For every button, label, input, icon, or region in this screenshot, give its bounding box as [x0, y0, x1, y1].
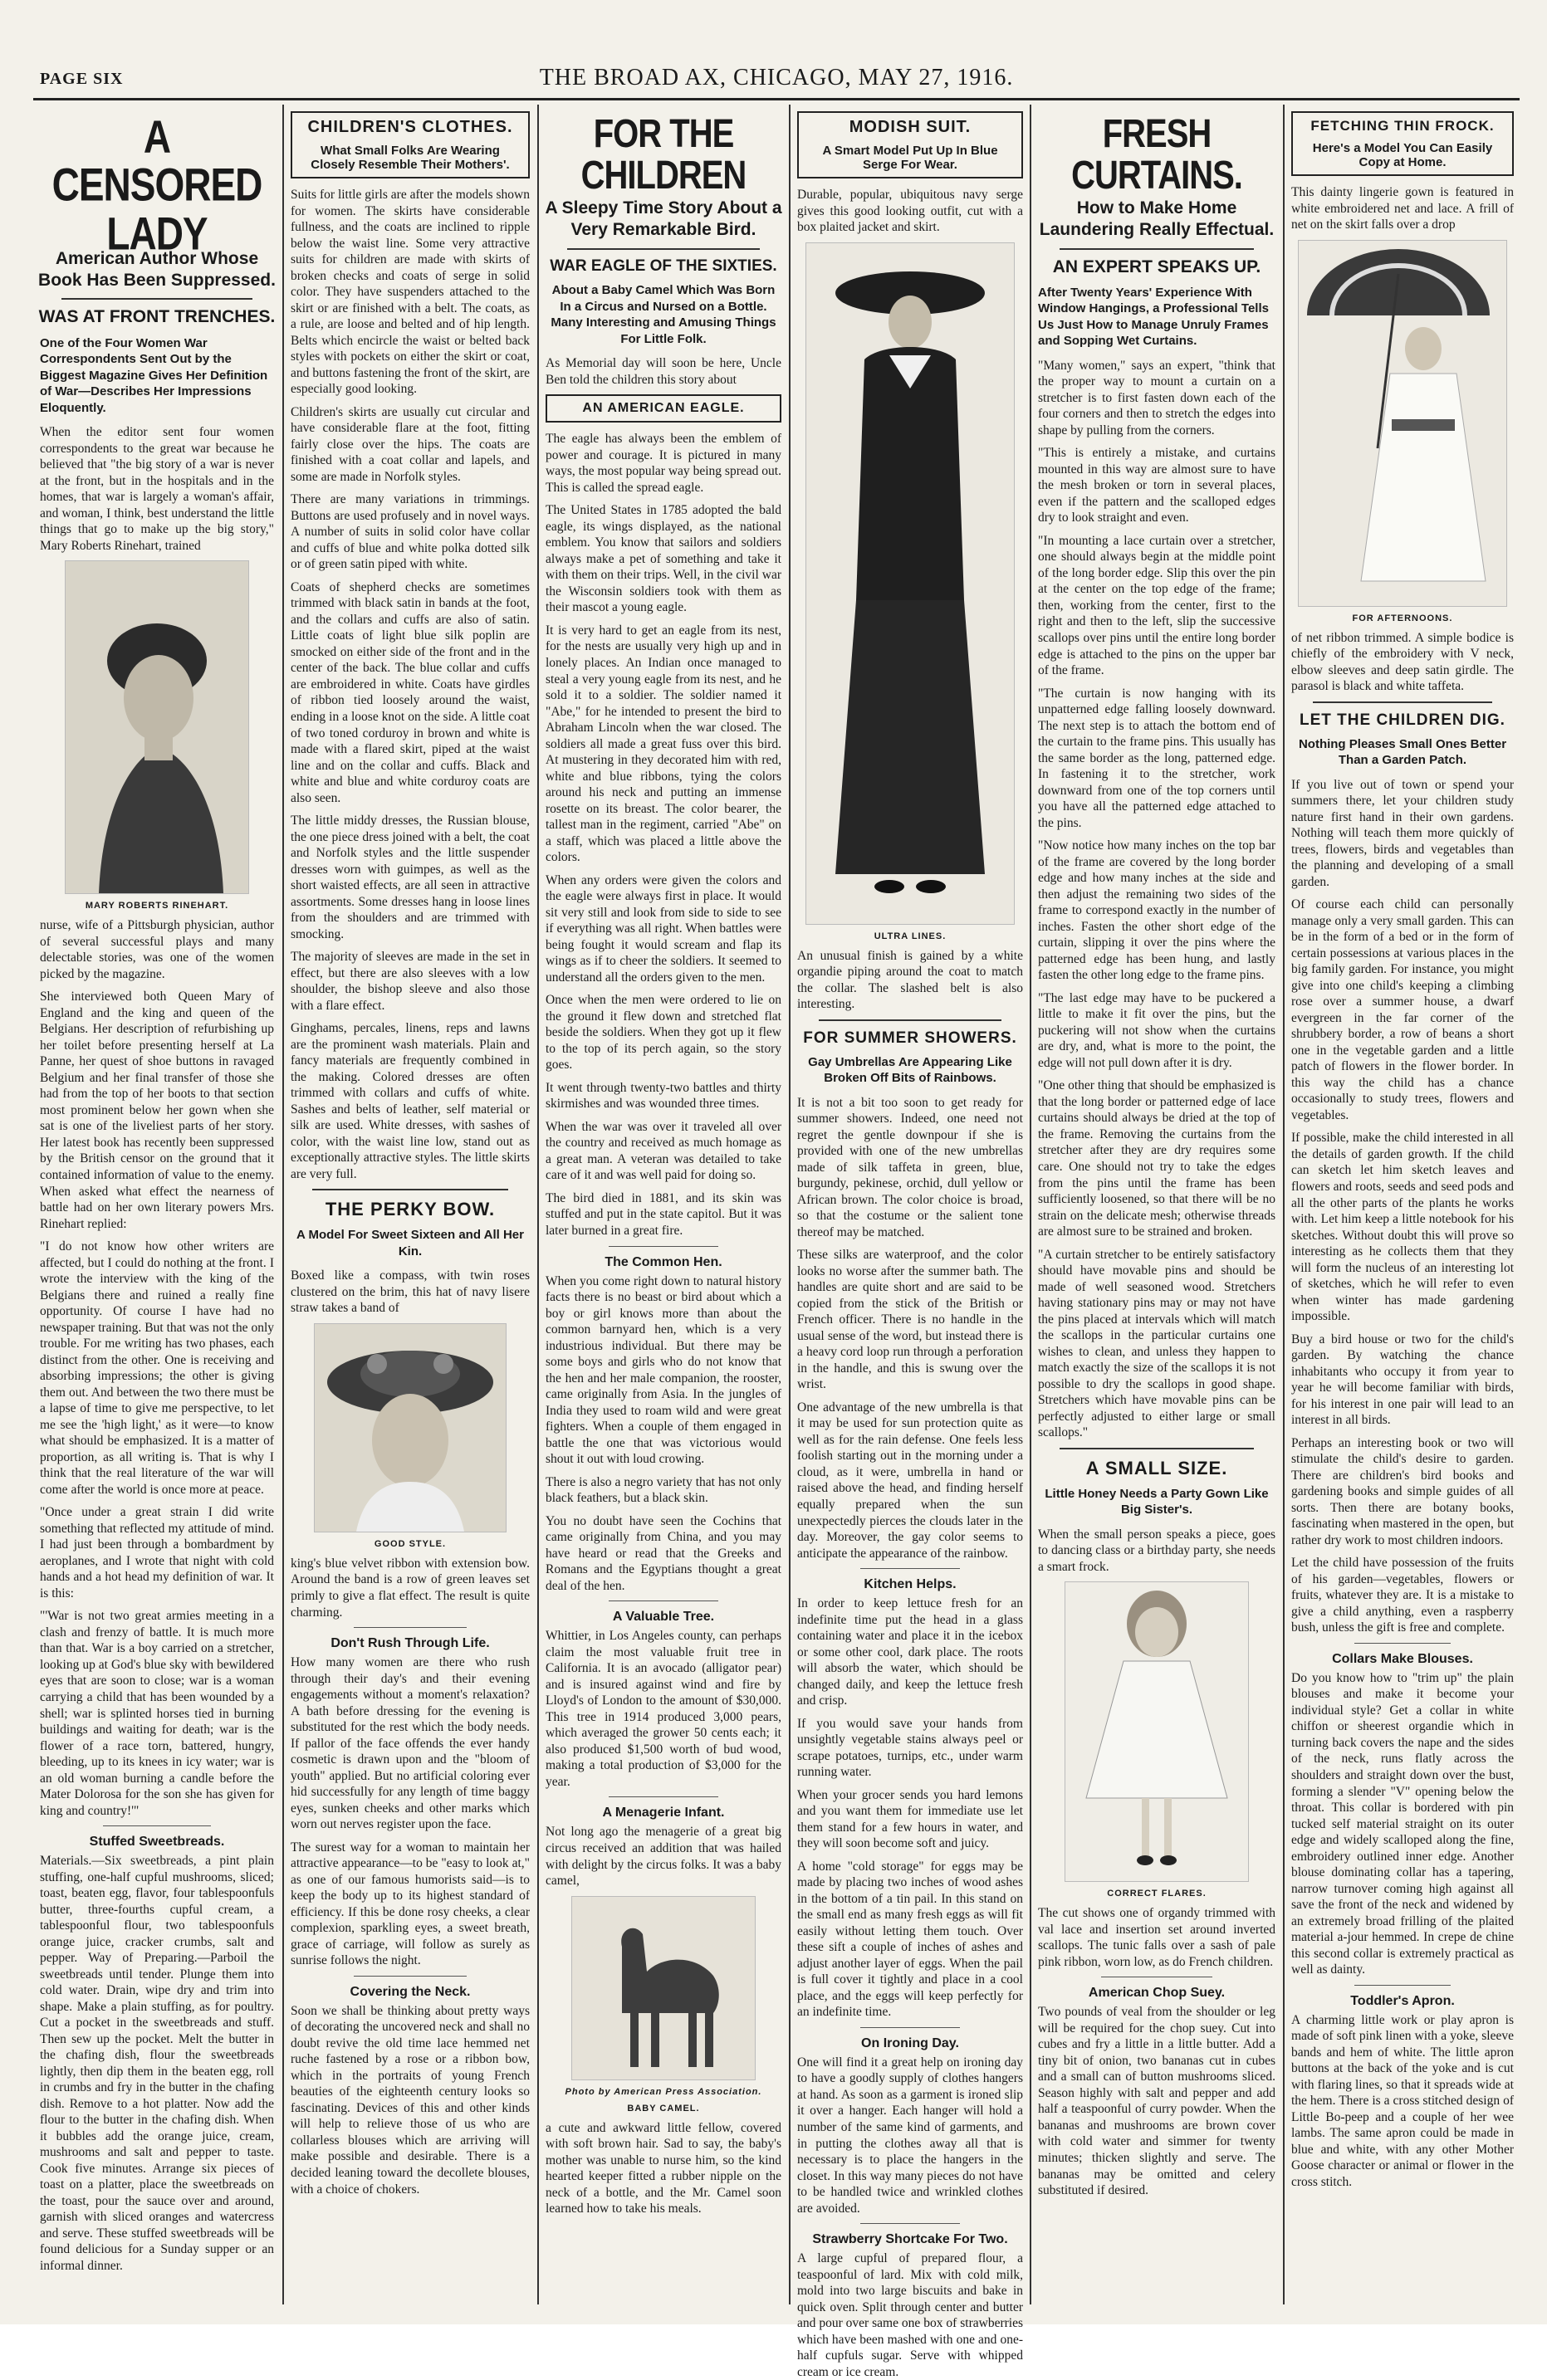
photo-caption: BABY CAMEL.: [627, 2103, 700, 2114]
headline-for-the-children: FOR THE CHILDREN: [580, 111, 747, 198]
column-rule: [789, 105, 791, 2304]
paragraph: "One other thing that should be emphasized is that the long border or patterned edge of lace curtains should always be dried at the top of the frame. Removing the curtains from the stretcher after they are dry requires some care. One should not try to take the edges from the pins until the frame has been sufficiently loosened, so that there will be no strain on the delicate mesh; otherwise threads are almost sure to be strained and broken.: [1038, 1078, 1275, 1239]
paragraph: It is very hard to get an eagle from its nest, for the nests are usually very high up and in lonely places. An Indian once managed to steal a very young eagle from its nest, and he sold it to a soldier. The soldier named it "Abe," for he intended to present the bird to Abraham Lincoln when the war closed. The soldiers all made a great fuss over this bird. At mustering in they decorated him with red, white and blue ribbons, tying the colors around his neck and putting an immense rosette on its breast. The color bearer, the tallest man in the regiment, carried "Abe" on a staff, which was placed a little above the colors.: [546, 623, 781, 865]
portrait-photo: [65, 560, 249, 894]
paragraph: There are many variations in trimmings. Buttons are used profusely and in novel ways. A number of suits in solid color have collar and cuffs of blue and white polka dotted silk or of green satin piped with white.: [291, 492, 530, 572]
box-deck: Here's a Model You Can Easily Copy at Home.: [1312, 141, 1493, 169]
section-title: A Valuable Tree.: [612, 1610, 715, 1625]
paragraph: In order to keep lettuce fresh for an indefinite time put the head in a glass containing water and place it in the icebox or some other cool, dark place. The roots will absorb the water, which should be changed daily, and keep the lettuce fresh and crisp.: [797, 1596, 1023, 1708]
child-dress-photo: [1065, 1581, 1249, 1882]
divider: [1354, 1643, 1451, 1644]
paragraph: One will find it a great help on ironing day to have a goodly supply of clothes hangers at hand. As soon as a garment is ironed slip it over a hanger. Each hanger will hold a number of the same kind of garments, and in putting the clothes away all that is necessary is to place the hangers in the closet. In this way many pieces do not have to be handled twice and wrinkled clothes are avoided.: [797, 2055, 1023, 2216]
divider: [354, 1627, 467, 1628]
paragraph: A large cupful of prepared flour, a teaspoonful of lard. Mix with cold milk, mold into two large biscuits and bake in quick oven. Split through center and butter and pour over same one box of strawberries which have been mashed with one and one-half cupfuls sugar. Serve with whipped cream or ice cream.: [797, 2251, 1023, 2379]
section-title: Strawberry Shortcake For Two.: [812, 2232, 1008, 2247]
camel-photo: [571, 1896, 756, 2080]
box-title: FETCHING THIN FROCK.: [1310, 118, 1495, 134]
divider: [860, 1568, 960, 1569]
divider: [312, 1189, 508, 1190]
divider: [1354, 1985, 1451, 1986]
page-header: [33, 65, 1520, 95]
paragraph: Do you know how to "trim up" the plain blouses and make it become your individual style? Get a collar in white chiffon or sheerest organdie which in turning back covers the nape and the sides of the neck, runs flatly across the shoulders and straight down over the bust, forming a slender "V" opening below the throat. This collar is bordered with pin tucked self material straight on its outer edge and widely scalloped along the fine, embroidery outlined inner edge. Another blouse dominating collar has a tapering, narrow turnover coming high against all save the front of the neck and widened by an extremely broad frilling of the plaited material a-jour hemmed. In crepe de chine this second collar is extremely practical as well as dainty.: [1291, 1670, 1514, 1977]
paragraph: If possible, make the child interested in all the details of garden growth. If the child can sketch let him sketch leaves and flowers and roots, seeds and seed pods and all the other parts of the plants he works with. Let him keep a little notebook for his sketches. Without doubt this will prove so interesting as he collects them that they will form the nucleus of an interesting lot of sketches, which he will refer to even when winter has made gardening impossible.: [1291, 1131, 1514, 1324]
paragraph: "A curtain stretcher to be entirely satisfactory should have movable pins and should be made of well seasoned wood. Stretchers having stationary pins may or may not have the pins placed at intervals which will match the scallops in the particular curtains one wishes to clean, and unless they happen to match exactly the size of the scallops it is not possible to dry the scallops in good shape. Stretchers which have movable pins can be perfectly adjusted to either large or small scallops.": [1038, 1247, 1275, 1440]
divider: [61, 298, 252, 300]
headline-censored-lady: A CENSORED LADY: [51, 110, 262, 259]
paragraph: Perhaps an interesting book or two will stimulate the child's desire to garden. There are children's bird books and gardening books and simple guides of all sorts. Then there are botany books, fascinating when mastered in the open, but rather dry work to most children indoors.: [1291, 1435, 1514, 1547]
thin-frock-box: [1291, 111, 1514, 176]
section-title-perky-bow: THE PERKY BOW.: [325, 1199, 496, 1220]
paragraph: Two pounds of veal from the shoulder or leg will be required for the chop suey. Cut into cubes and fry a little in a little butter. Add a tiny bit of onion, two bananas cut in cubes and a small can of button mushrooms sliced. Season highly with salt and pepper and add half a teaspoonful of curry powder. When the bananas and mushrooms are brown cover with cold water and simmer for twenty minutes; thicken slightly and serve. The bananas may be omitted and celery substituted if desired.: [1038, 2005, 1275, 2198]
paragraph: The eagle has always been the emblem of power and courage. It is pictured in many ways, the most popular way being spread out. This is called the spread eagle.: [546, 432, 781, 495]
header-rule: [33, 98, 1520, 100]
frock-photo: [1298, 240, 1507, 607]
paragraph: The United States in 1785 adopted the bald eagle, its wings displayed, as the national emblem. You know that sailors and soldiers always make a pet of something and take it with them on their trips. Well, in the civil war the Wisconsin soldiers took with them as their mascot a young eagle.: [546, 503, 781, 615]
paragraph: These silks are waterproof, and the color looks no worse after the summer bath. The handles are quite short and are said to be copied from the stick of the British or French officer. There is no handle in the usual sense of the word, but instead there is a heavy cord loop run through a perforation in the handle, and this is swung over the wrist.: [797, 1248, 1023, 1392]
paragraph: When any orders were given the colors and the eagle were always first in place. It would sit very still and look from side to side to see if everything was all right. When battles were being fought it would scream and flap its wings as if to cheer the soldiers. It seemed to understand all the orders given to the men.: [546, 872, 781, 985]
subhead-trenches: WAS AT FRONT TRENCHES.: [38, 307, 276, 327]
section-title: Toddler's Apron.: [1350, 1993, 1455, 2008]
paragraph: The little middy dresses, the Russian blouse, the one piece dress joined with a belt, the coat and Norfolk styles and the little suspender dresses worn with guimpes, as well as the short waisted effects, are all seen in attractive assortments. Some dresses hang in loose lines from the shoulders and are trimmed with smocking.: [291, 814, 530, 941]
subhead: American Author Whose Book Has Been Suppressed.: [38, 248, 276, 291]
section-title: Don't Rush Through Life.: [330, 1636, 490, 1651]
paragraph: Not long ago the menagerie of a great big circus received an addition that was hailed with delight by the circus folks. It was a baby camel,: [546, 1825, 781, 1889]
paragraph: The bird died in 1881, and its skin was stuffed and put in the state capitol. But it was later burned in a great fire.: [546, 1190, 781, 1238]
paragraph: Buy a bird house or two for the child's garden. By watching the chance inhabitants who occupy it from year to year he will become familiar with birds, for his interest in one pair will lead to an interest in all birds.: [1291, 1332, 1514, 1428]
divider: [609, 1796, 718, 1797]
photo-caption: ULTRA LINES.: [874, 931, 947, 941]
column-2: [287, 106, 533, 2306]
paragraph: There is also a negro variety that has not only black feathers, but a black skin.: [546, 1474, 781, 1506]
paragraph: The cut shows one of organdy trimmed with val lace and insertion set around inverted scallops. The tunic falls over a sash of pale pink ribbon, worn low, as do French children.: [1038, 1906, 1275, 1969]
paragraph: Once when the men were ordered to lie on the ground it flew down and stretched flat beside the soldiers. When they got up it flew to the top of its perch again, so the story goes.: [546, 993, 781, 1073]
paragraph: It is not a bit too soon to get ready for summer showers. Indeed, one need not regret the gentle downpour if she is provided with one of the new umbrellas made of silk taffeta in green, blue, burgundy, pekinese, orchid, dull yellow or African brown. The color choice is broad, so that the costume or the salient tone thereof may be matched.: [797, 1095, 1023, 1239]
page-number: PAGE SIX: [40, 70, 124, 88]
paragraph: "'War is not two great armies meeting in a clash and frenzy of battle. It is much more than that. War is a boy carried on a stretcher, looking up at God's blue sky with bewildered eyes that are soon to close; war is a woman carrying a child that has been wounded by a shell; war is splinted horses tied in burning buildings and waiting for death; war is the flower of a race torn, battered, hungry, bleeding, up to its knees in icy water; war is an old woman burning a candle before the Mater Dolorosa for the son she has given for king and country!'": [40, 1609, 274, 1818]
paragraph: Soon we shall be thinking about pretty ways of decorating the uncovered neck and shall no doubt revive the old time lace hemmed net ruche fastened by a rose or a ribbon bow, which in the portraits of young French beauties of the eighteenth century looks so fascinating. Devices of this and other kinds will help to relieve those of us who are collarless blouses which are arriving will make possible and desirable. There is a decided leaning toward the decollete blouses, with a choice of chokers.: [291, 2003, 530, 2197]
photo-caption: CORRECT FLARES.: [1107, 1889, 1207, 1899]
column-4: [794, 106, 1026, 2379]
recipe-text: Materials.—Six sweetbreads, a pint plain stuffing, one-half cupful mushrooms, sliced; toast, beaten egg, flavor, four tablespoonfuls butter, three-fourths cupful cream, a tablespoonful flour, two tablespoonfuls orange juice, cracker crumbs, salt and pepper. Way of Preparing.—Parboil the sweetbreads until tender. Plunge them into cold water. Drain, wipe dry and trim into shape. Make a plain stuffing, as for poultry. Cut a pocket in the sweetbreads and stuff. Then sew up the pocket. Melt the butter in the chafing dish, flour the sweetbreads lightly, then dip them in the beaten egg, roll in crumbs and fry in the butter in the chafing dish. Remove to a hot platter. Now add the flour to the butter in the chafing dish. When it bubbles add the orange juice, cream, mushrooms and salt and pepper to taste. Cook five minutes. Arrange six pieces of toast on a platter, place the sweetbreads on the toast, pour the sauce over and around, garnish with sliced oranges and watercress and serve. These stuffed sweetbreads will be found delicious for a Sunday supper or an informal dinner.: [40, 1854, 274, 2273]
recipe-title: Stuffed Sweetbreads.: [89, 1835, 225, 1850]
paragraph: When you come right down to natural history facts there is no beast or bird about which a boy or girl knows more than about the common barnyard hen, which is a very industrious individual. But there may be some boys and girls who do not know that the hen and her male companion, the rooster, came originally from Asia. In the jungles of India they used to roam wild and were great fighters. When a couple of them engaged in battle the one that was victorious would shout it out with loud crowing.: [546, 1273, 781, 1467]
section-title-small-size: A SMALL SIZE.: [1085, 1457, 1228, 1478]
section-title: On Ironing Day.: [861, 2035, 959, 2050]
paragraph: You no doubt have seen the Cochins that came originally from China, and you may have heard or read that the Greeks and Romans and the Egyptians thought a great deal of the hen.: [546, 1513, 781, 1593]
paragraph: Children's skirts are usually cut circular and have considerable flare at the foot, fitting fairly close over the hips. The coats are finished with a coat collar and lapels, and some are made in Norfolk styles.: [291, 404, 530, 484]
paragraph: The surest way for a woman to maintain her attractive appearance—to be "easy to look at," as one of our famous humorists said—is to keep the body up to its highest standard of efficiency. If this be done rosy cheeks, a clear complexion, sparkling eyes, a sweet breath, grace of carriage, will follow as surely as sunrise follows the night.: [291, 1840, 530, 1968]
divider: [1060, 1448, 1254, 1449]
paragraph: How many women are there who rush through their day's and their evening engagements without a moment's relaxation? A bath before dressing for the evening is substituted for the rest which the body needs. If pallor of the face offends the ever handy cosmetic is drawn upon and the "bloom of youth" applied. But no artificial coloring ever hid successfully for any length of time baggy eyes, sunken cheeks and other marks which worn out nerves register upon the face.: [291, 1655, 530, 1832]
paragraph: Coats of shepherd checks are sometimes trimmed with black satin in bands at the foot, and the collars and cuffs are also of satin. Little coats of light blue silk poplin are smocked on either side of the front and in the center of the back. The blue collar and cuffs are embroidered in white. Coats have girdles of ribbon tied loosely around the waist, ending in a loose knot on the side. A little coat of two toned corduroy in brown and white is made with a flared skirt, piped at the waist line and on the collar and cuffs. Black and white and blue and white corduroy coats are also seen.: [291, 579, 530, 805]
section-title: Collars Make Blouses.: [1332, 1651, 1473, 1666]
paragraph: Let the child have possession of the fruits of his garden—vegetables, flowers or fruits, whatever they are. It is a mistake to give a child anything, even a raspberry bush, unless the gift is free and complete.: [1291, 1556, 1514, 1635]
section-title: A Menagerie Infant.: [602, 1806, 725, 1820]
paragraph: "I do not know how other writers are affected, but I could do nothing at the front. I wrote the interview with the king of the Belgians there and ruined a really fine opportunity. Of course I have had no newspaper training. But that was not the only trouble. For me writing has two phases, each distinct from the other. One is receiving and absorbing impressions; the other is giving them out. And between the two there must be a lapse of time to give me perspective, to let me see the 'high light,' as it were—to know what should be emphasized. It is a matter of proportion, as all writing is. That is why I think that the real literature of the war will come after the world is once more at peace.: [40, 1239, 274, 1497]
paragraph: When the small person speaks a piece, goes to dancing class or a birthday party, she needs a smart frock.: [1038, 1527, 1275, 1574]
box-deck: A Smart Model Put Up In Blue Serge For Wear.: [822, 144, 998, 172]
box-title: MODISH SUIT.: [849, 118, 972, 136]
woman-in-suit-illustration: [806, 243, 1014, 924]
column-rule: [282, 105, 284, 2304]
divider: [567, 248, 760, 250]
divider: [609, 1246, 718, 1247]
column-1: [37, 106, 277, 2306]
box-title: AN AMERICAN EAGLE.: [582, 401, 745, 416]
deck: Nothing Pleases Small Ones Better Than a Garden Patch.: [1298, 736, 1507, 768]
paragraph: As Memorial day will soon be here, Uncle Ben told the children this story about: [546, 356, 781, 387]
divider: [819, 1019, 1001, 1021]
deck: Gay Umbrellas Are Appearing Like Broken Off Bits of Rainbows.: [808, 1054, 1012, 1086]
woman-portrait-illustration: [66, 561, 248, 893]
paragraph: The majority of sleeves are made in the set in effect, but there are also sleeves with a low shoulder, the bishop sleeve and also those with a flare effect.: [291, 950, 530, 1013]
subhead-war-eagle: WAR EAGLE OF THE SIXTIES.: [550, 257, 777, 275]
hat-photo: [314, 1323, 507, 1532]
divider: [860, 2027, 960, 2028]
paragraph: a cute and awkward little fellow, covered with soft brown hair. Sad to say, the baby's mother was unable to nurse him, so the kind hearted keeper fitted a rubber nipple on the neck of a bottle, and the Mr. Camel soon learned how to take his meals.: [546, 2120, 781, 2216]
paragraph: One advantage of the new umbrella is that it may be used for sun protection quite as well as for the rain defense. One feels less foolish starting out in the morning under a cloud, as it were, umbrella in hand or raised above the head, and finding herself equally prepared when the sun unexpectedly pierces the clouds later in the day. Moreover, the gay color seems to anticipate the appearance of the rainbow.: [797, 1400, 1023, 1561]
deck: A Model For Sweet Sixteen and All Her Kin.: [296, 1228, 524, 1258]
section-title: American Chop Suey.: [1088, 1986, 1226, 2001]
paragraph: It went through twenty-two battles and thirty skirmishes and was wounded three times.: [546, 1080, 781, 1112]
paragraph: Suits for little girls are after the models shown for women. The skirts have considerable fullness, and the coats are inclined to ripple below the waist line. Some very attractive suits for children are made with skirts of broken checks and coats of serge in solid color. They have suspenders attached to the skirt or are finished with a belt. The coats, as a rule, are loose and belted and of hip length. Belts which encircle the waist or belted back styles with pockets on either the skirt or coat, and buttons fastening the front of the skirt, are especially good looking.: [291, 188, 530, 397]
paragraph: When your grocer sends you hard lemons and you want them for immediate use let them stand for a few hours in water, and they will soon become soft and juicy.: [797, 1787, 1023, 1851]
column-6: [1288, 106, 1517, 2306]
american-eagle-box: [546, 394, 781, 423]
photo-credit: Photo by American Press Association.: [565, 2086, 762, 2097]
deck: After Twenty Years' Experience With Window Hangings, a Professional Tells Us Just How to Manage Unruly Frames and Sopping Wet Curtains.: [1038, 285, 1269, 349]
paragraph: If you live out of town or spend your summers there, let your children study nature first hand in their own gardens. Nothing will teach them more quickly of trees, flowers, birds and vegetables than the planning and developing of a small garden.: [1291, 777, 1514, 889]
divider: [1313, 701, 1492, 703]
column-rule: [1283, 105, 1285, 2304]
divider: [354, 1976, 467, 1977]
paragraph: "Many women," says an expert, "think that the proper way to mount a curtain on a stretcher is to first fasten down each of the four corners and then to stretch the edges into shape by pulling from the corners.: [1038, 358, 1275, 437]
paragraph: Of course each child can personally manage only a very small garden. This can be in the form of a bed or in the form of certain possessions at various places in the big family garden. For instance, you might give into one child's keeping a climbing rose over a summer house, a dwarf evergreen in the far corner of the shrubbery border, a row of beans a short one in the vegetable garden and a little patch of flowers in the flower border. In this way the child has a chance occasionally to study trees, flowers and vegetables.: [1291, 897, 1514, 1122]
box-deck: What Small Folks Are Wearing Closely Resemble Their Mothers'.: [311, 144, 510, 172]
paragraph: Boxed like a compass, with twin roses clustered on the brim, this hat of navy lisere straw takes a band of: [291, 1268, 530, 1316]
paragraph: king's blue velvet ribbon with extension bow. Around the band is a row of green leaves set primly to give a flat effect. The result is quite charming.: [291, 1556, 530, 1620]
paragraph: A home "cold storage" for eggs may be made by placing two inches of wood ashes in the bottom of a tin pail. In this stand on the small end as many fresh eggs as will fit easily without letting them touch. Over these sift a couple of inches of ashes and adjust another layer of eggs. When the pail is full cover it tightly and place in a cool place, and the eggs will keep perfectly for an indefinite time.: [797, 1859, 1023, 2020]
photo-caption: GOOD STYLE.: [374, 1538, 447, 1549]
section-title-summer-showers: FOR SUMMER SHOWERS.: [803, 1029, 1017, 1047]
paragraph: If you would save your hands from unsightly vegetable stains always peel or scrape potatoes, turnips, etc., under warm running water.: [797, 1716, 1023, 1780]
paragraph: "The curtain is now hanging with its unpatterned edge falling loosely downward. The next step is to attach the bottom end of the curtain to the frame pins. This usually has the same border as the long, patterned edge. In fastening it to the stretcher, work downward from one of the top corners until you have all the patterned edge attached to the pins.: [1038, 686, 1275, 830]
paragraph: Ginghams, percales, linens, reps and lawns are the prominent wash materials. Plain and fancy materials are frequently combined in the making. Colored dresses are often trimmed with collars and cuffs of white. Sashes and belts of leather, self material or silk are used. White dresses, with sashes of color, with the waist line low, stand out as exceptionally attractive styles. The little skirts are very full.: [291, 1021, 530, 1181]
headline-fresh-curtains: FRESH CURTAINS.: [1071, 111, 1242, 198]
paragraph: "This is entirely a mistake, and curtains mounted in this way are almost sure to have the mesh broken or torn in several places, even if the pattern and the scalloped edges dry to look straight and even.: [1038, 446, 1275, 525]
deck: Little Honey Needs a Party Gown Like Big Sister's.: [1045, 1486, 1269, 1517]
divider: [103, 1825, 211, 1826]
children-clothes-box: [291, 111, 530, 178]
paragraph: "In mounting a lace curtain over a stretcher, one should always begin at the middle point of the long border edge. Slip this over the pin at the center on the top edge of the frame; then, working from the center, first to the right and then to the left, slip the successive scallops over pins until the entire long border edge is attached to the pins on the upper bar of the frame.: [1038, 533, 1275, 678]
column-rule: [1030, 105, 1031, 2304]
column-3: [542, 106, 785, 2306]
section-title-children-dig: LET THE CHILDREN DIG.: [1300, 711, 1505, 729]
box-title: CHILDREN'S CLOTHES.: [307, 118, 513, 136]
woman-with-parasol-illustration: [1299, 241, 1506, 606]
column-rule: [537, 105, 539, 2304]
paragraph: "Once under a great strain I did write something that reflected my attitude of mind. I had just been through a bombardment by aeroplanes, and I wrote that night with cold hands and a hot head my definition of war. It is this:: [40, 1505, 274, 1601]
divider: [860, 2223, 960, 2224]
hat-illustration: [315, 1324, 506, 1532]
subhead: How to Make Home Laundering Really Effectual.: [1039, 198, 1275, 240]
subhead: A Sleepy Time Story About a Very Remarkable Bird.: [545, 198, 782, 240]
masthead-title: THE BROAD AX, CHICAGO, MAY 27, 1916.: [539, 65, 1014, 90]
photo-caption: FOR AFTERNOONS.: [1352, 613, 1453, 623]
column-5: [1035, 106, 1279, 2306]
paragraph: She interviewed both Queen Mary of England and the king and queen of the Belgians. Her description of refurbishing up her toilet before presenting herself at La Panne, her quest of shoe buttons in ravaged Belgium and her final transfer of those she had from the top of her boots to that section most prominent below her gown when she sat is one of the liveliest parts of her story. Her latest book has recently been suppressed by the British censor on the ground that it contained information of value to the enemy. When asked what effect the nearness of battle had on her own literary powers Mrs. Rinehart replied:: [40, 990, 274, 1231]
section-title: Covering the Neck.: [350, 1984, 471, 1999]
paragraph: "Now notice how many inches on the top bar of the frame are covered by the long border edge and how many inches at the side and then adjust the remaining two sides of the frame to correspond exactly in the number of inches. Fasten the other short edge of the curtain, slipping it over the pins where the patterned edge has been hung, and lastly fasten the other long edge to the frame pins.: [1038, 838, 1275, 983]
paragraph: A charming little work or play apron is made of soft pink linen with a yoke, sleeve bands and hem of white. The little apron buttons at the back of the yoke and is cut with flaring lines, so that it spreads wide at the hem. There is a cross stitched design of Little Bo-peep and a couple of her wee lambs. The same apron could be made in blue and white, with any other Mother Goose character or animal or flower in the cross stitch.: [1291, 2012, 1514, 2189]
girl-in-dress-illustration: [1065, 1582, 1248, 1881]
paragraph: of net ribbon trimmed. A simple bodice is chiefly of the embroidery with V neck, elbow sleeves and deep satin girdle. The parasol is black and white taffeta.: [1291, 630, 1514, 694]
paragraph: Whittier, in Los Angeles county, can perhaps claim the most valuable fruit tree in California. It is an avocado (alligator pear) and is insured against wind and fire by Lloyd's of London to the amount of $30,000. This tree in 1914 produced 3,000 pears, which averaged the grower 50 cents each; it also produced $1,500 worth of bud wood, making a total production of $3,000 for the year.: [546, 1629, 781, 1789]
section-title: The Common Hen.: [605, 1254, 722, 1269]
paragraph: "The last edge may have to be puckered a little to make it fit over the pins, but the puckering will not show when the curtains are dry, and, what is more to the point, the edge will not pull down after it is dry.: [1038, 990, 1275, 1070]
divider: [1060, 248, 1254, 250]
paragraph: Durable, popular, ubiquitous navy serge gives this good looking outfit, cut with a box plaited jacket and skirt.: [797, 188, 1023, 235]
modish-suit-box: [797, 111, 1023, 178]
subhead-expert: AN EXPERT SPEAKS UP.: [1052, 257, 1261, 276]
paragraph: When the editor sent four women correspondents to the great war because he believed that "the big story of a war is never at the front, but in the hospitals and in the homes, that war is largely a woman's affair, and woman, I think, best understand the little things that go to make up the big story," Mary Roberts Rinehart, trained: [40, 425, 274, 553]
deck: About a Baby Camel Which Was Born In a Circus and Nursed on a Bottle. Many Interesting and Amusing Things For Little Folk.: [551, 283, 776, 346]
paragraph: nurse, wife of a Pittsburgh physician, author of several successful plays and many delectable stories, was one of the women picked by the magazine.: [40, 918, 274, 981]
paragraph: When the war was over it traveled all over the country and received as much homage as a great man. A veteran was detailed to take care of it and was well paid for doing so.: [546, 1119, 781, 1183]
suit-photo: [805, 242, 1015, 925]
deck: One of the Four Women War Correspondents Sent Out by the Biggest Magazine Gives Her Definition of War—Describes Her Impressions Eloquently.: [40, 335, 268, 415]
section-title: Kitchen Helps.: [864, 1577, 957, 1592]
photo-caption: MARY ROBERTS RINEHART.: [85, 901, 229, 911]
paragraph: An unusual finish is gained by a white organdie piping around the coat to match the collar. The slashed belt is also interesting.: [797, 948, 1023, 1012]
baby-camel-illustration: [572, 1897, 755, 2079]
paragraph: This dainty lingerie gown is featured in white embroidered net and lace. A frill of net on the skirt falls over a drop: [1291, 185, 1514, 232]
